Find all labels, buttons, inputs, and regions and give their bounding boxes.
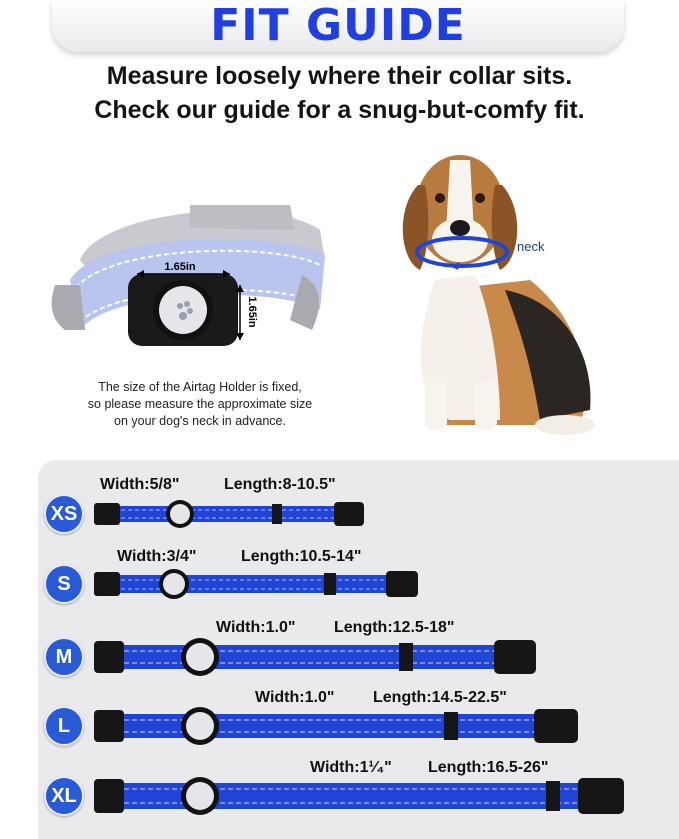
subtitle-line-1: Measure loosely where their collar sits. [106, 62, 573, 90]
beagle-dog-illustration [380, 140, 640, 440]
size-row-s [0, 546, 679, 616]
xs-collar-strap [94, 498, 374, 530]
size-row-xl [0, 758, 679, 828]
xs-length: Length:8-10.5" [224, 476, 336, 493]
airtag-collar-illustration [40, 190, 340, 360]
width-dimension-label: 1.65in [164, 261, 196, 273]
size-row-xs [0, 474, 679, 544]
m-width: Width:1.0" [216, 619, 296, 636]
size-badge-xs: XS [44, 494, 84, 534]
size-badge-s: S [44, 564, 84, 604]
neck-label: neck [517, 239, 545, 254]
xl-width: Width:1¹⁄₄" [310, 759, 392, 776]
size-badge-xl: XL [44, 776, 84, 816]
size-row-m [0, 617, 679, 687]
s-width: Width:3/4" [117, 548, 197, 565]
l-width: Width:1.0" [255, 689, 335, 706]
collar-note-line-3: on your dog's neck in advance. [114, 414, 286, 428]
subtitle-line-2: Check our guide for a snug-but-comfy fit. [94, 96, 585, 124]
m-collar-strap [94, 637, 544, 677]
size-row-l [0, 688, 679, 758]
s-length: Length:10.5-14" [241, 548, 362, 565]
xs-width: Width:5/8" [100, 476, 180, 493]
l-length: Length:14.5-22.5" [373, 689, 507, 706]
collar-note-line-1: The size of the Airtag Holder is fixed, [98, 380, 302, 394]
s-collar-strap [94, 568, 424, 600]
xl-collar-strap [94, 776, 634, 816]
size-badge-l: L [44, 706, 84, 746]
title-banner [52, 0, 624, 52]
height-dimension-label: 1.65in [246, 296, 258, 328]
l-collar-strap [94, 706, 594, 746]
m-length: Length:12.5-18" [334, 619, 455, 636]
collar-note-line-2: so please measure the approximate size [87, 397, 313, 411]
page-title: FIT GUIDE [210, 0, 466, 51]
size-badge-m: M [44, 637, 84, 677]
xl-length: Length:16.5-26" [428, 759, 549, 776]
